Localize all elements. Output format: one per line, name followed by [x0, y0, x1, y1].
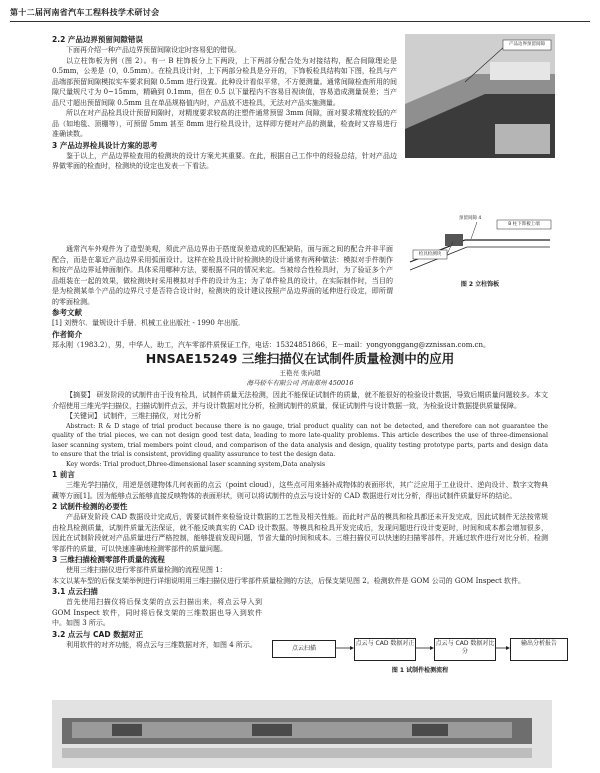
author-bio: 郑永刚（1983.2），男，中华人，助工，汽车零部件质保证工作，电话：15324851866，E－mail：yongyonggang@zznissan.com.cn。	[52, 340, 490, 349]
scan-photo	[52, 700, 552, 768]
figure-caption: 图 2 立柱饰板	[460, 281, 500, 288]
diagram-label-right: B 柱下饰板上端	[508, 222, 540, 227]
paragraph: 鉴于以上，产品边界检查用的检测块的设计方案尤其重要。在此，根据自己工作中的经验总结，针对产品边界做零面的检查时，检测块的设定也发表一下看法。	[52, 151, 397, 170]
diagram-label-left: 检具检测块	[418, 252, 442, 257]
section-heading: 3.2 点云与 CAD 数据对正	[52, 629, 144, 639]
reference-item: [1] 刘赞尔．量规设计手册．机械工业出版社 - 1990 年出版．	[52, 319, 245, 327]
abstract-en: Abstract: R & D stage of trial product because there is no gauge, trial product quality can not be detected, and therefore can not guarantee the quality of the trial pieces, we can not design good test data, leading to more late-quality problems. This article describes the use of three-dimensional laser scanning system, trial members point cloud, and comparison of the data analysis and design, quality testing prototype parts, parts and design data to ensure that the trial is consistent, providing quality assurance to test the design data.	[52, 422, 548, 458]
section-heading: 2 试制件检测的必要性	[52, 502, 128, 511]
section-heading: 3 产品边界检具设计方案的思考	[52, 140, 158, 150]
section-heading: 3 三维扫描检测零部件质量的流程	[52, 555, 165, 564]
paragraph: 通常汽车外观件为了造型美观，须此产品边界由于搭度误差造成的匹配缺陷，面与面之间的配合并非平面配合，而是在靠近产品边界采用弧面设计。这样在检具设计时检测块的设计通常有两种做法：模拟对手件制作和按产品边界延伸面制作。具体采用哪种方法，要根据不同的情况来定。当被综合性检具时，为了验证多个产品组装在一起的效果，做检测块时采用模拟对手件的设计为主；为了单件检具的设计，在实际制作时，当目的是为检测某单个产品的边界尺寸是否符合设计时，检测块的设计建议按照产品边界面的延伸进行设定，即所谓的零面检测。	[52, 245, 393, 306]
references-heading: 参考文献	[52, 308, 82, 317]
section-a-column	[52, 34, 397, 172]
keywords-en: Key words: Trial product,Dhree-dimensional laser scanning system,Data analysis	[66, 460, 326, 468]
section-heading: 1 前言	[52, 470, 75, 479]
bio-heading: 作者简介	[52, 329, 82, 339]
narrow-column	[52, 586, 262, 650]
article-affiliation: 海马轿车有限公司 河南郑州 450016	[246, 379, 354, 387]
flow-step-compare: 点云与 CAD 数据对比分	[434, 638, 496, 661]
article-title: HNSAE15249 三维扫描仪在试制件质量检测中的应用	[145, 351, 455, 366]
figure-gap-photo	[405, 34, 555, 158]
gap-photo-illustration	[405, 34, 555, 158]
running-header	[0, 0, 600, 24]
paragraph: 本文以某车型的后保支架举例进行详细说明用三维扫描仪进行零部件质量检测的方法，后保支架见图 2。检测软件是 GOM 公司的 GOM Inspect 软件。	[52, 576, 526, 585]
paragraph: 下面再介绍一种产品边界预留间隙设定时容易犯的错误。	[66, 46, 241, 54]
paragraph: 产品研发阶段 CAD 数据设计完成后，需要试制件来检验设计数据的工艺性及相关性能。而此时产品的模具和检具都还未开发完成，因此试制件无法按常规由检具检测质量，试制件质量无法保证，就不能反映真实的 CAD 设计数据。等模具和检具开发完成后，发现问题进行设计变更时，时间和成本都会增加很多，因此在试制阶段就对产品质量进行严格控制，能够提前发现问题，节省大量的时间和成本。三维扫描仪可以快速的扫描零部件，并通过软件进行对比分析，检测零部件的质量，可以快速准确地检测零部件的质量问题。	[52, 513, 548, 553]
running-title: 第十二届河南省汽车工程科技学术研讨会	[10, 8, 160, 17]
paragraph: 三维光学扫描仪，用逆是创建物体几何表面的点云（point cloud），这些点可用来插补成物体的表面形状，其广泛应用于工业设计、逆向设计、数字文物典藏等方面[1]。因为能够点云能够直接反映物体的表面形状，则可以将试制件的点云与设计好的 CAD 数据进行对比分析，得出试制件质量好坏的结论。	[52, 481, 548, 500]
paragraph: 利用软件的对齐功能，将点云与三维数据对齐，如图 4 所示。	[66, 640, 257, 649]
section-heading: 3.1 点云扫描	[52, 587, 98, 596]
abstract-cn: 【摘要】 研发阶段的试制件由于没有检具，试制件质量无法检测，因此不能保证试制件的质量，就不能很好的检验设计数据，导致后期质量问题较多。本文介绍使用三维光学扫描仪，扫描试制件点云，并与设计数据对比分析，检测试制件的质量，保证试制件与设计数据一致，为检验设计数据提供质量保障。	[52, 391, 548, 410]
paragraph: 首先使用扫描仪将后保支架的点云扫描出来，将点云导入到 GOM Inspect 软件，同时将后保支架的三维数据也导入到软件中。如图 3 所示。	[52, 598, 262, 627]
flowchart-caption: 图 1 试制件检测流程	[391, 667, 449, 674]
paragraph: 使用三维扫描仪进行零部件质量检测的流程见图 1：	[66, 566, 227, 574]
figure-label: 产品边界预留间隙	[509, 42, 545, 47]
diagram-label-top: 预留间隙 4	[459, 216, 482, 221]
keywords-cn: 【关键词】 试制件，三维扫描仪，对比分析	[66, 412, 202, 420]
scan-photo-illustration	[52, 700, 552, 768]
section-heading: 2.2 产品边界预留间隙错误	[52, 35, 143, 44]
flow-step-align: 点云与 CAD 数据对正	[354, 638, 416, 661]
section-a-full	[52, 244, 548, 350]
header-rule	[10, 21, 590, 22]
flowchart	[270, 636, 570, 676]
flow-step-scan: 点云扫描	[272, 640, 336, 658]
article-body	[52, 390, 548, 650]
paragraph: 以立柱饰板为例（图 2）。有一 B 柱饰板分上下两段，上下两部分配合处为对接结构，配合间隙理论是 0.5mm，公差是（0，0.5mm）。在检具设计时，上下两部分检具是分开的，下饰板检具结构如下图，检具与产品端部预留间隙模拟实车要求间隙 0.5mm 进行设置。此种设计看似平常，不方便测量。通常间隙检查所用的间隙尺量规尺寸为 0~15mm，精确到 0.1mm，但在 0.5 以下量程内不容易目视读值，容易造成测量误差；当产品尺寸超出预留间隙 0.5mm 且在单品规格值内时，产品放不进检具，无法对产品实施测量。	[52, 56, 397, 107]
article-authors: 王艳亮 张向超	[279, 369, 321, 377]
flow-step-report: 输出分析报告	[510, 638, 568, 661]
paragraph: 所以在对产品检具设计预留间隙时，对精度要求较高的注塑件通常预留 3mm 间隙，面对要求精度较低的产品（如地毯、顶棚等），可预留 5mm 甚至 8mm 进行检具设计，这样即方便对产品的测量，检查时又容易进行准确读数。	[52, 109, 397, 138]
